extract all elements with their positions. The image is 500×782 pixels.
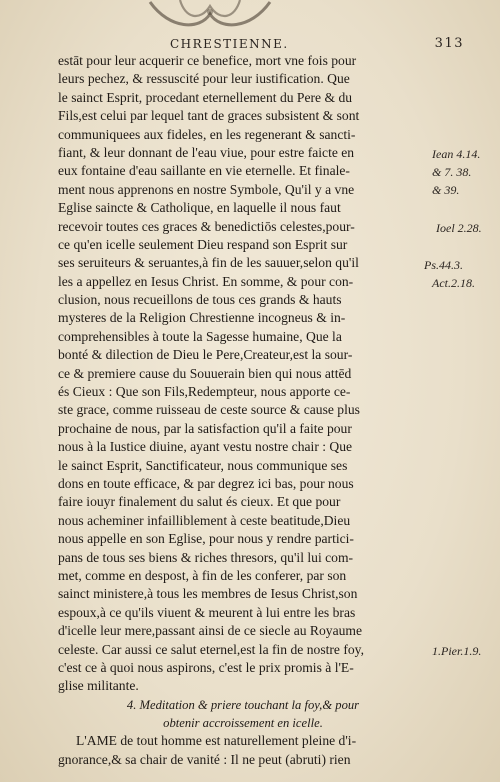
text-line: sainct ministere,à tous les membres de Iesus Christ,son bbox=[58, 586, 358, 602]
text-line: nous appelle en son Eglise, pour nous y rendre partici- bbox=[58, 531, 354, 547]
text-line: ses seruiteurs & seruantes,à fin de les sauuer,selon qu'il bbox=[58, 255, 359, 271]
margin-note: 1.Pier.1.9. bbox=[432, 644, 482, 658]
text-line: ce & premiere cause du Souuerain bien qui nous attēd bbox=[58, 365, 352, 381]
text-line: met, comme en despost, à fin de les conferer, par son bbox=[58, 567, 347, 583]
text-line: bonté & dilection de Dieu le Pere,Createur,est la sour- bbox=[58, 347, 353, 363]
margin-note: Iean 4.14. bbox=[432, 147, 481, 161]
text-line: communiquees aux fideles, en les regenerant & sancti- bbox=[58, 126, 356, 142]
text-line: nous acheminer infailliblement à ceste beatitude,Dieu bbox=[58, 512, 351, 528]
margin-note: Ps.44.3. bbox=[424, 258, 463, 272]
text-line: clusion, nous recueillons de tous ces grands & hauts bbox=[58, 292, 342, 308]
text-line: ce qu'en icelle seulement Dieu respand son Esprit sur bbox=[58, 236, 348, 252]
section-heading-line-2: obtenir accroissement en icelle. bbox=[163, 716, 323, 731]
text-line: recevoir toutes ces graces & benedictiōs celestes,pour- bbox=[58, 218, 355, 234]
margin-note: Ioel 2.28. bbox=[436, 221, 482, 235]
text-line: mysteres de la Religion Chrestienne incogneus & in- bbox=[58, 310, 346, 326]
text-line: faire iouyr finalement du salut és cieux. Et que pour bbox=[58, 494, 341, 510]
text-line: prochaine de nous, par la satisfaction qu'il a faite pour bbox=[58, 420, 352, 436]
running-title: CHRESTIENNE. bbox=[170, 37, 289, 51]
text-line: celeste. Car aussi ce salut eternel,est la fin de nostre foy, bbox=[58, 641, 364, 657]
text-line: estāt pour leur acquerir ce benefice, mort vne fois pour bbox=[58, 53, 357, 68]
text-line: eux fontaine d'eau saillante en vie eternelle. Et finale- bbox=[58, 163, 350, 179]
text-line: ste grace, comme ruisseau de ceste source & cause plus bbox=[58, 402, 360, 418]
text-line: c'est ce à quoi nous aspirons, c'est le prix promis à l'E- bbox=[58, 659, 354, 675]
text-line: ment nous apprenons en nostre Symbole, Qu'il y a vne bbox=[58, 181, 355, 197]
text-line: comprehensibles à toute la Sagesse humaine, Que la bbox=[58, 328, 342, 344]
text-line: les a appellez en Iesus Christ. En somme, & pour con- bbox=[58, 273, 354, 289]
text-line: le sainct Esprit, procedant eternellement du Pere & du bbox=[58, 89, 353, 105]
text-line: pans de tous ses biens & riches thresors, qu'il lui com- bbox=[58, 549, 354, 565]
margin-note: Act.2.18. bbox=[432, 276, 475, 290]
text-line: glise militante. bbox=[58, 678, 139, 694]
text-line: és Cieux : Que son Fils,Redempteur, nous apporte ce- bbox=[58, 384, 351, 400]
text-line: Eglise saincte & Catholique, en laquelle il nous faut bbox=[58, 200, 341, 216]
text-line: fiant, & leur donnant de l'eau viue, pour estre faicte en bbox=[58, 144, 355, 160]
text-line: gnorance,& sa chair de vanité : Il ne peut (abruti) rien bbox=[58, 751, 351, 767]
text-line: dons en toute efficace, & par degrez ici bas, pour nous bbox=[58, 475, 354, 491]
margin-note: & 39. bbox=[432, 183, 460, 197]
text-line: leurs pechez, & ressuscité pour leur iustification. Que bbox=[58, 71, 350, 87]
section-heading-line-1: 4. Meditation & priere touchant la foy,& pour bbox=[126, 697, 360, 712]
text-line: L'AME de tout homme est naturellement pleine d'i- bbox=[76, 733, 357, 749]
text-line: espoux,à ce qu'ils viuent & meurent à lui entre les bras bbox=[58, 604, 356, 620]
text-line: Fils,est celui par lequel tant de graces subsistent & sont bbox=[58, 108, 360, 124]
text-line: nous à la Iustice diuine, ayant vestu nostre chair : Que bbox=[58, 439, 353, 455]
page-number: 313 bbox=[434, 36, 464, 51]
margin-note: & 7. 38. bbox=[432, 165, 472, 179]
text-line: le sainct Esprit, Sanctificateur, nous communique ses bbox=[58, 457, 348, 473]
text-line: d'icelle leur mere,passant ainsi de ce siecle au Royaume bbox=[58, 623, 363, 639]
